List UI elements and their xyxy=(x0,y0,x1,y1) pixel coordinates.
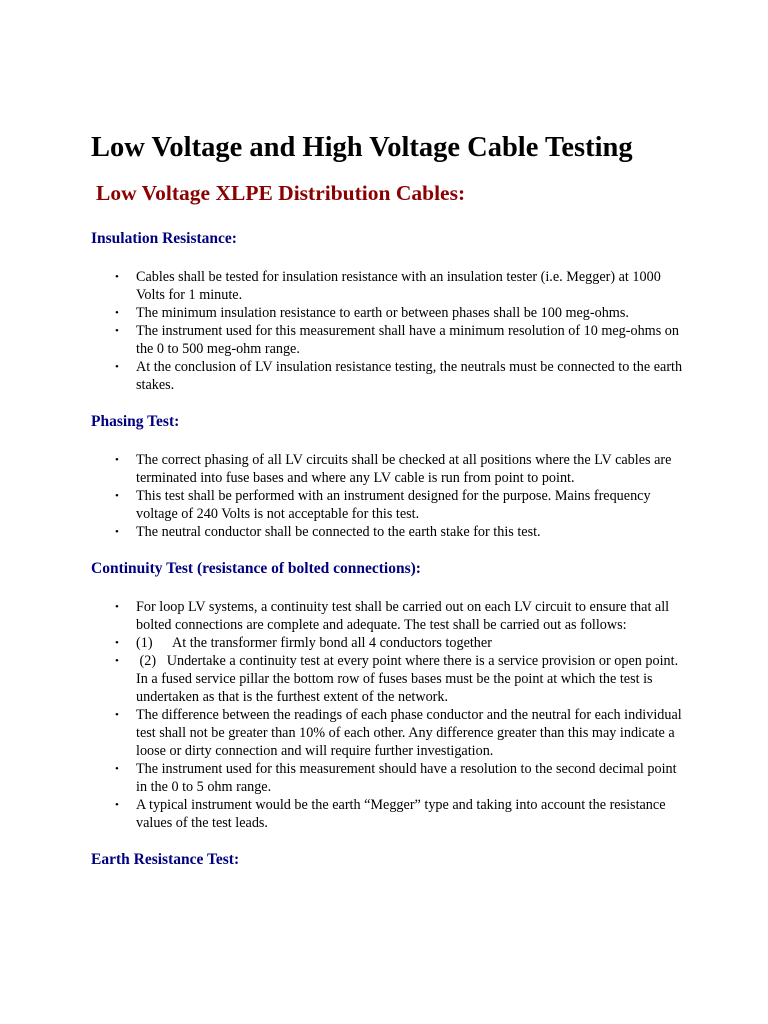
document-subtitle: Low Voltage XLPE Distribution Cables: xyxy=(96,181,466,205)
bullet-icon: • xyxy=(115,637,119,649)
list-item-text: The instrument used for this measurement shall have a minimum resolution of 10 meg-ohms on the 0 to 500 meg-ohm range. xyxy=(136,323,679,357)
document-page xyxy=(91,128,686,871)
list-item-text: The neutral conductor shall be connected to the earth stake for this test. xyxy=(136,524,541,540)
bullet-icon: • xyxy=(115,601,119,613)
list-item-text: At the transformer firmly bond all 4 conductors together xyxy=(172,635,492,651)
bullet-icon: • xyxy=(115,490,119,502)
list-item-text: The minimum insulation resistance to earth or between phases shall be 100 meg-ohms. xyxy=(136,305,629,321)
step-number: (2) xyxy=(139,653,157,669)
list-item xyxy=(91,598,686,634)
list-item-text: A typical instrument would be the earth “Megger” type and taking into account the resistance values of the test leads. xyxy=(136,797,666,831)
list-item-text: The correct phasing of all LV circuits shall be checked at all positions where the LV cables are terminated into fuse bases and where any LV cable is run from point to point. xyxy=(136,452,672,486)
list-item-text: Undertake a continuity test at every point where there is a service provision or open point. In a fused service pillar the bottom row of fuses bases must be the point at which the test is undertaken as that is the furthest extent of the network. xyxy=(136,653,679,705)
list-item-text: Cables shall be tested for insulation resistance with an insulation tester (i.e. Megger) at 1000 Volts for 1 minute. xyxy=(136,269,661,303)
list-item xyxy=(91,760,686,796)
section-heading-phasing: Phasing Test: xyxy=(91,413,180,430)
list-item xyxy=(91,268,686,304)
document-title: Low Voltage and High Voltage Cable Testing xyxy=(91,132,633,163)
bullet-list-phasing xyxy=(91,451,686,541)
list-item xyxy=(91,322,686,358)
list-item xyxy=(91,634,686,652)
bullet-list-continuity xyxy=(91,598,686,832)
section-heading-earth: Earth Resistance Test: xyxy=(91,851,240,868)
bullet-icon: • xyxy=(115,526,119,538)
section-continuity-test xyxy=(91,558,686,832)
section-heading-insulation: Insulation Resistance: xyxy=(91,230,237,247)
list-item xyxy=(91,358,686,394)
list-item xyxy=(91,304,686,322)
list-item-text: At the conclusion of LV insulation resistance testing, the neutrals must be connected to the earth stakes. xyxy=(136,359,683,393)
section-heading-continuity: Continuity Test (resistance of bolted connections): xyxy=(91,560,421,577)
section-phasing-test xyxy=(91,411,686,541)
bullet-list-insulation xyxy=(91,268,686,394)
list-item xyxy=(91,523,686,541)
list-item xyxy=(91,796,686,832)
bullet-icon: • xyxy=(115,763,119,775)
bullet-icon: • xyxy=(115,454,119,466)
bullet-icon: • xyxy=(115,799,119,811)
list-item xyxy=(91,706,686,760)
list-item xyxy=(91,451,686,487)
section-insulation-resistance xyxy=(91,228,686,394)
step-number: (1) xyxy=(136,635,153,651)
list-item-text: The instrument used for this measurement should have a resolution to the second decimal point in the 0 to 5 ohm range. xyxy=(136,761,677,795)
bullet-icon: • xyxy=(115,361,119,373)
bullet-icon: • xyxy=(115,307,119,319)
section-earth-resistance-test xyxy=(91,849,686,871)
bullet-icon: • xyxy=(115,271,119,283)
list-item-text: This test shall be performed with an instrument designed for the purpose. Mains frequency voltage of 240 Volts is not acceptable for this test. xyxy=(136,488,651,522)
list-item xyxy=(91,652,686,706)
list-item-text: For loop LV systems, a continuity test shall be carried out on each LV circuit to ensure that all bolted connections are complete and adequate. The test shall be carried out as follows: xyxy=(136,599,670,633)
bullet-icon: • xyxy=(115,709,119,721)
bullet-icon: • xyxy=(115,655,119,667)
list-item-text: The difference between the readings of each phase conductor and the neutral for each individual test shall not be greater than 10% of each other. Any difference greater than this may indicate a loose or dirty connection and will require further investigation. xyxy=(136,707,682,759)
bullet-icon: • xyxy=(115,325,119,337)
list-item xyxy=(91,487,686,523)
